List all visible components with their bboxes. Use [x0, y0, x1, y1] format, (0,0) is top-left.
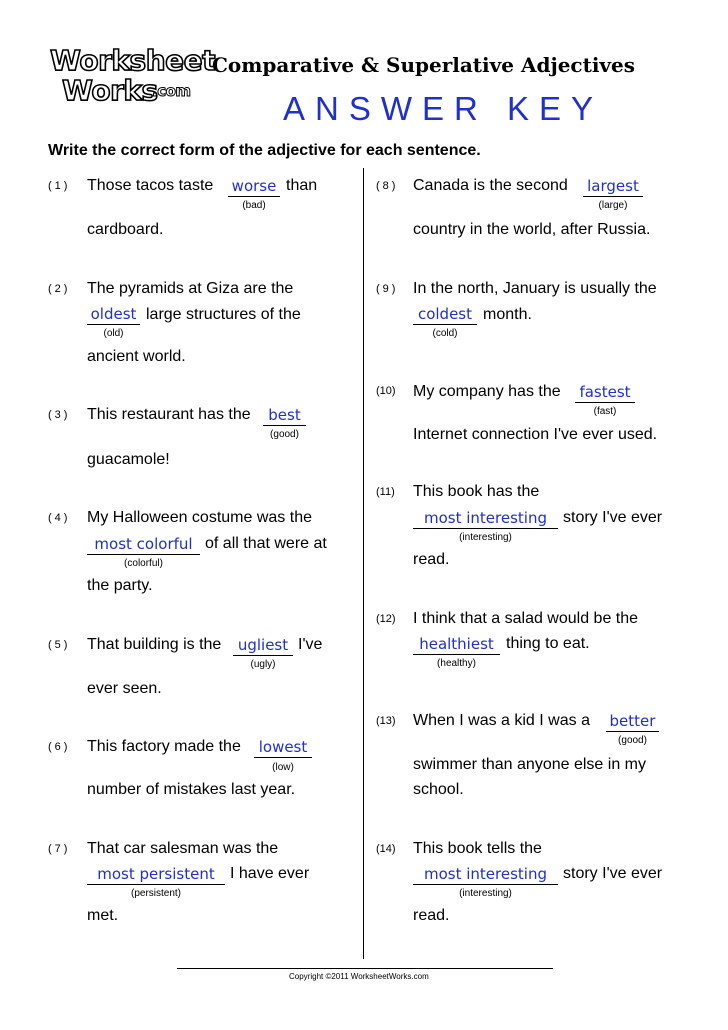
question-text: My company has the: [413, 383, 561, 400]
question-text: swimmer than anyone else in my: [413, 756, 646, 773]
answer-key-heading: ANSWER KEY: [283, 90, 604, 127]
question-text: Those tacos taste: [87, 177, 214, 194]
question-text: I have ever: [230, 865, 310, 882]
column-divider: [363, 168, 364, 959]
question-text: I've: [298, 636, 323, 653]
adjective-hint: (low): [272, 762, 294, 773]
answer-blank: best: [263, 405, 306, 426]
question-number: (10): [376, 385, 396, 397]
question-number: (6): [48, 741, 71, 753]
adjective-hint: (interesting): [459, 888, 512, 899]
answer-blank: oldest: [87, 304, 140, 325]
adjective-hint: (ugly): [250, 659, 276, 670]
answer-blank: healthiest: [413, 634, 500, 655]
question-text: This restaurant has the: [87, 406, 251, 423]
question-text: The pyramids at Giza are the: [87, 280, 294, 297]
footer-rule: [177, 968, 553, 969]
question-number: (14): [376, 843, 396, 855]
question-text: That car salesman was the: [87, 840, 279, 857]
answer-blank: largest: [583, 176, 643, 197]
adjective-hint: (interesting): [459, 532, 512, 543]
question-text: school.: [413, 781, 464, 798]
question-text: of all that were at: [205, 535, 327, 552]
question-number: (4): [48, 512, 71, 524]
logo-line1: Worksheet: [50, 44, 216, 77]
answer-blank: worse: [228, 176, 280, 197]
question-text: When I was a kid I was a: [413, 712, 590, 729]
adjective-hint: (fast): [593, 406, 617, 417]
question-text: This book tells the: [413, 840, 542, 857]
adjective-hint: (good): [270, 429, 299, 440]
answer-blank: better: [606, 711, 659, 732]
question-text: This book has the: [413, 483, 540, 500]
question-number: (7): [48, 843, 71, 855]
answer-blank: ugliest: [233, 635, 293, 656]
question-text: ancient world.: [87, 348, 186, 365]
adjective-hint: (large): [598, 200, 628, 211]
question-text: story I've ever: [563, 865, 663, 882]
question-text: read.: [413, 551, 450, 568]
logo-line2: Works: [62, 74, 158, 107]
question-number: (8): [376, 180, 399, 192]
adjective-hint: (old): [103, 328, 124, 339]
question-text: Internet connection I've ever used.: [413, 426, 658, 443]
question-text: large structures of the: [146, 306, 301, 323]
question-text: Canada is the second: [413, 177, 568, 194]
question-number: (9): [376, 283, 399, 295]
question-number: (11): [376, 486, 395, 498]
question-number: (5): [48, 639, 71, 651]
adjective-hint: (good): [618, 735, 647, 746]
question-text: I think that a salad would be the: [413, 610, 639, 627]
question-text: thing to eat.: [506, 635, 590, 652]
adjective-hint: (bad): [242, 200, 266, 211]
question-text: number of mistakes last year.: [87, 781, 296, 798]
logo-suffix: .com: [152, 82, 191, 100]
answer-blank: coldest: [413, 304, 477, 325]
question-text: read.: [413, 907, 450, 924]
answer-blank: fastest: [575, 382, 635, 403]
answer-blank: most interesting: [413, 508, 558, 529]
question-number: (12): [376, 613, 396, 625]
question-text: This factory made the: [87, 738, 241, 755]
answer-blank: most interesting: [413, 864, 558, 885]
worksheetworks-logo: [48, 44, 216, 110]
question-text: ever seen.: [87, 680, 162, 697]
question-text: cardboard.: [87, 221, 164, 238]
page-title: Comparative & Superlative Adjectives: [212, 53, 636, 77]
question-text: met.: [87, 907, 119, 924]
question-number: (1): [48, 180, 71, 192]
instructions: Write the correct form of the adjective for each sentence.: [48, 142, 481, 159]
adjective-hint: (cold): [432, 328, 458, 339]
question-text: country in the world, after Russia.: [413, 221, 651, 238]
adjective-hint: (persistent): [130, 888, 181, 899]
question-text: story I've ever: [563, 509, 663, 526]
answer-blank: most colorful: [87, 534, 200, 555]
question-number: (13): [376, 715, 396, 727]
question-text: guacamole!: [87, 451, 170, 468]
question-number: (3): [48, 409, 71, 421]
copyright-text: Copyright ©2011 WorksheetWorks.com: [289, 972, 429, 981]
adjective-hint: (colorful): [124, 558, 163, 569]
question-text: My Halloween costume was the: [87, 509, 312, 526]
question-text: month.: [483, 306, 532, 323]
question-number: (2): [48, 283, 71, 295]
answer-blank: lowest: [254, 737, 312, 758]
answer-blank: most persistent: [87, 864, 225, 885]
question-text: That building is the: [87, 636, 222, 653]
adjective-hint: (healthy): [437, 658, 476, 669]
question-text: than: [286, 177, 318, 194]
question-text: the party.: [87, 577, 153, 594]
question-text: In the north, January is usually the: [413, 280, 657, 297]
